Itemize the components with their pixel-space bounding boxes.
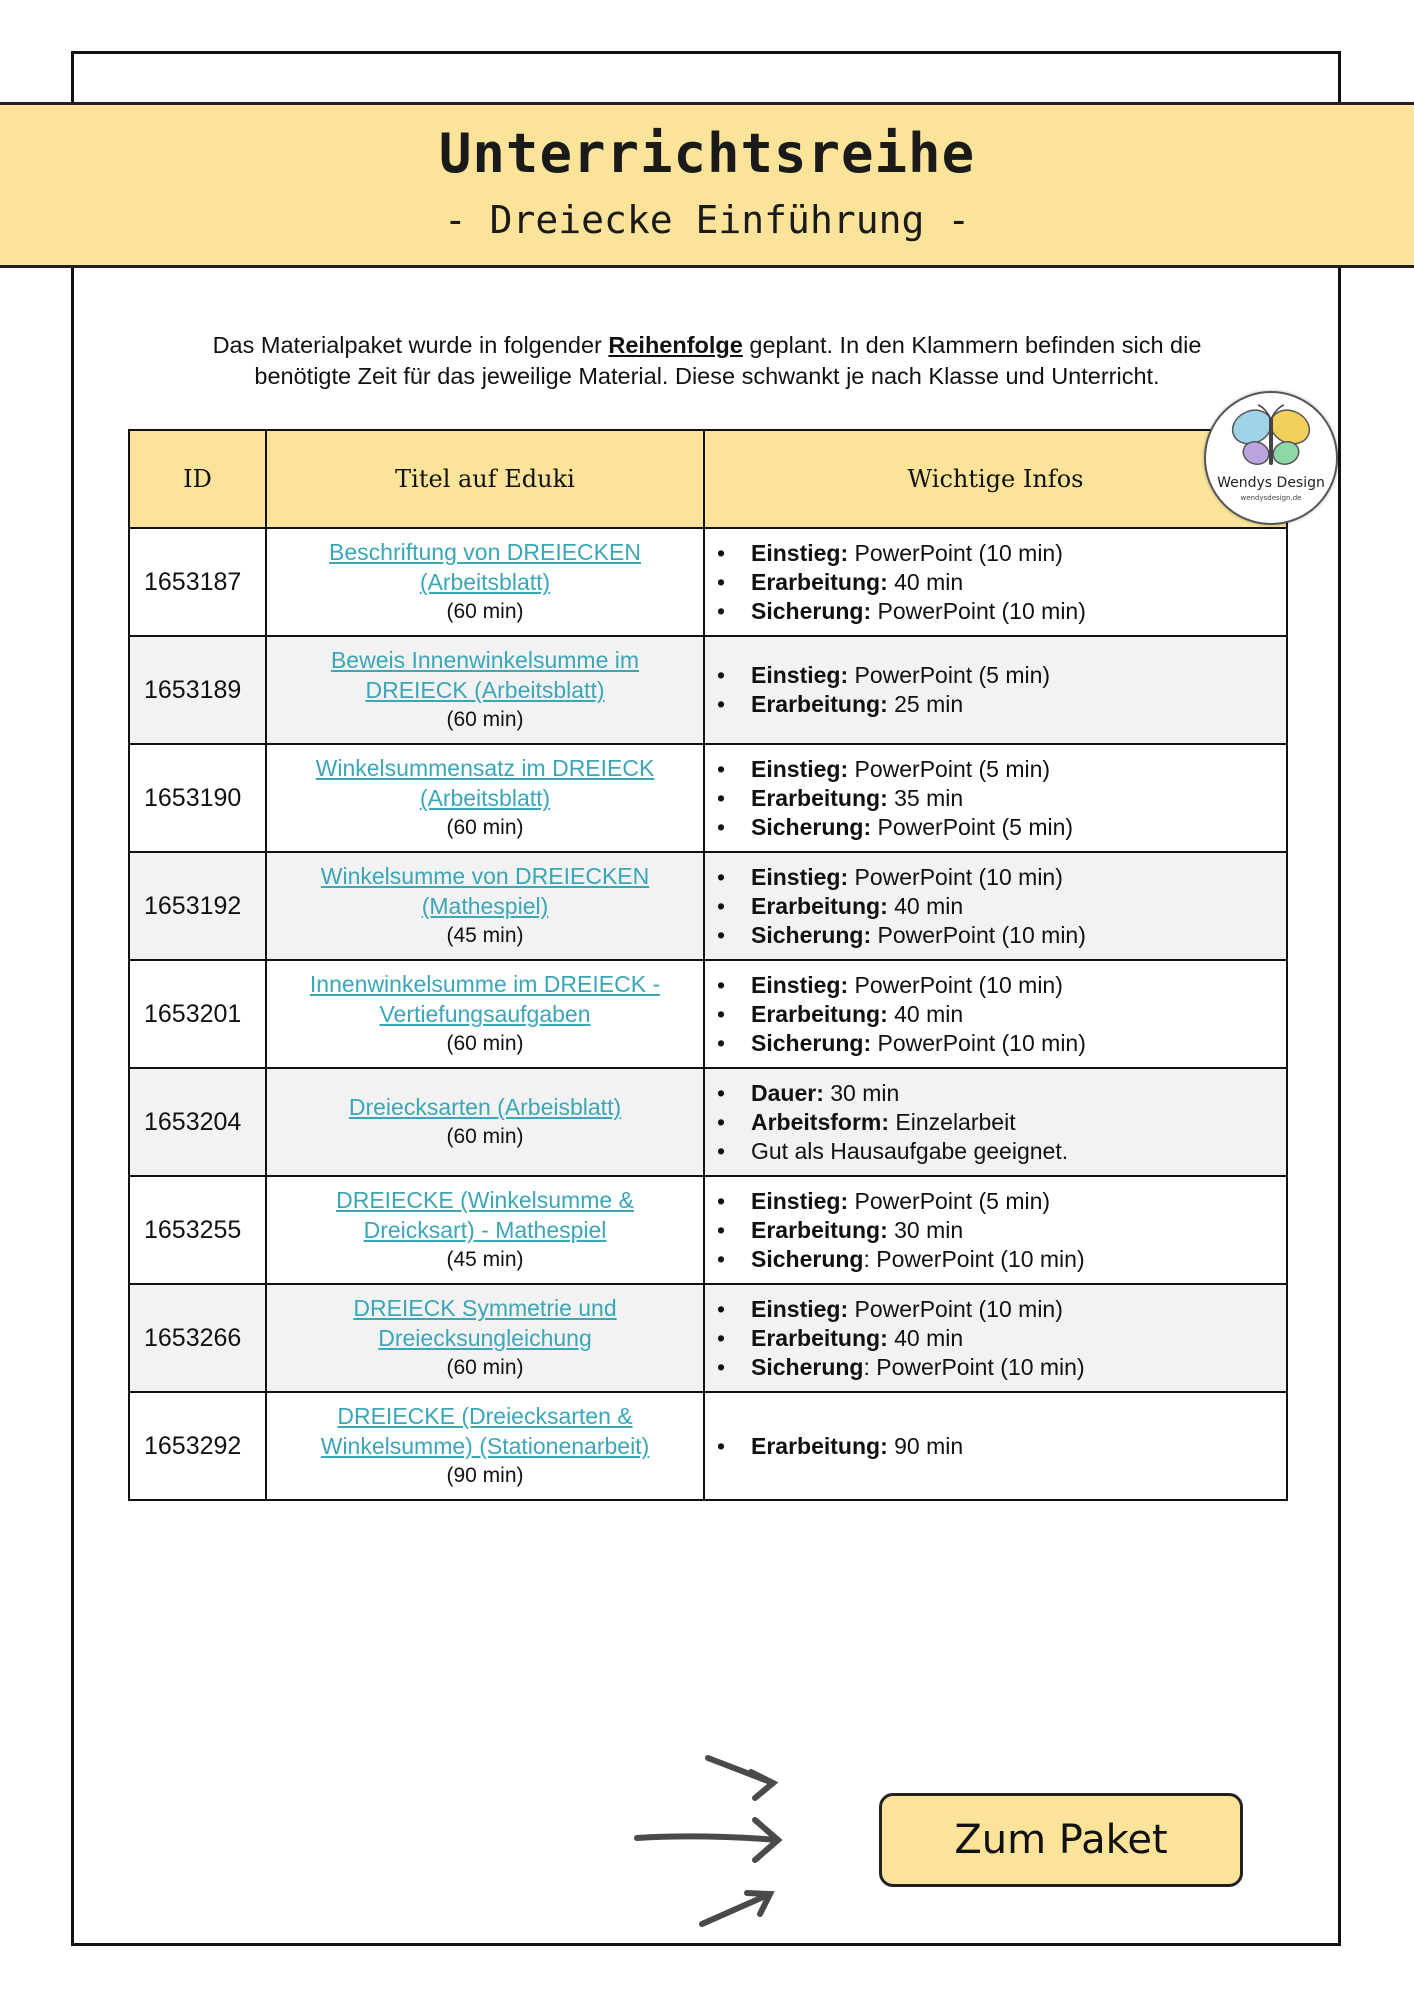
- info-item: [717, 1353, 1285, 1382]
- info-key: Erarbeitung:: [751, 1216, 888, 1243]
- infos-list: [717, 755, 1285, 842]
- material-link[interactable]: DREIECKE (Winkelsumme & Dreicksart) - Mathespiel: [336, 1187, 634, 1243]
- material-infos-cell: [704, 960, 1287, 1068]
- info-key: Erarbeitung:: [751, 1432, 888, 1459]
- info-item: [717, 813, 1285, 842]
- material-duration: (60 min): [446, 600, 524, 623]
- arrows-icon: [620, 1738, 800, 1938]
- table-row: [129, 1068, 1287, 1176]
- material-duration: (45 min): [446, 1248, 524, 1271]
- info-item: [717, 568, 1285, 597]
- material-link[interactable]: Beweis Innenwinkelsumme im DREIECK (Arbeitsblatt): [330, 647, 640, 703]
- material-id: 1653292: [129, 1392, 266, 1500]
- brand-logo: [1204, 391, 1338, 525]
- info-item: [717, 755, 1285, 784]
- info-key: Einstieg:: [751, 971, 849, 998]
- info-item: [717, 1187, 1285, 1216]
- info-key: Sicherung:: [751, 1029, 872, 1056]
- zum-paket-button[interactable]: Zum Paket: [879, 1793, 1243, 1887]
- material-table: [128, 429, 1288, 1501]
- material-id: 1653189: [129, 636, 266, 744]
- info-key: Erarbeitung:: [751, 1324, 888, 1351]
- info-value: PowerPoint (10 min): [871, 921, 1086, 948]
- info-key: Einstieg:: [751, 755, 849, 782]
- info-value: Gut als Hausaufgabe geeignet.: [751, 1137, 1069, 1164]
- info-key: Einstieg:: [751, 539, 849, 566]
- info-key: Erarbeitung:: [751, 1000, 888, 1027]
- info-key: Einstieg:: [751, 662, 849, 688]
- info-key: Einstieg:: [751, 1187, 849, 1214]
- material-link[interactable]: Winkelsummensatz im DREIECK (Arbeitsblatt): [315, 755, 655, 811]
- material-title-cell: [266, 852, 704, 960]
- info-item: [717, 690, 1285, 719]
- info-key: Erarbeitung:: [751, 691, 888, 717]
- material-infos-cell: [704, 528, 1287, 636]
- info-key: Sicherung:: [751, 597, 872, 624]
- info-value: Einzelarbeit: [889, 1108, 1016, 1135]
- infos-list: [717, 1295, 1285, 1382]
- infos-list: [717, 971, 1285, 1058]
- header-title: Titel auf Eduki: [266, 430, 704, 528]
- info-key: Erarbeitung:: [751, 892, 888, 919]
- material-link[interactable]: Dreiecksarten (Arbeisblatt): [348, 1094, 622, 1120]
- material-title-cell: [266, 960, 704, 1068]
- info-value: 40 min: [887, 892, 964, 919]
- material-infos-cell: [704, 1392, 1287, 1500]
- info-item: [717, 1000, 1285, 1029]
- info-value: 40 min: [887, 1000, 964, 1027]
- material-infos-cell: [704, 852, 1287, 960]
- material-infos-cell: [704, 636, 1287, 744]
- infos-list: [717, 539, 1285, 626]
- info-key: Sicherung:: [751, 813, 872, 840]
- info-key: Erarbeitung:: [751, 784, 888, 811]
- page-subtitle: - Dreiecke Einführung -: [443, 198, 971, 242]
- table-row: [129, 744, 1287, 852]
- info-item: [717, 1137, 1285, 1166]
- intro-emphasis: Reihenfolge: [608, 332, 743, 358]
- material-title-cell: [266, 528, 704, 636]
- info-item: [717, 1216, 1285, 1245]
- material-title-cell: [266, 636, 704, 744]
- infos-list: [717, 1432, 1285, 1461]
- table-row: [129, 1176, 1287, 1284]
- info-value: PowerPoint (10 min): [848, 971, 1063, 998]
- info-key: Sicherung:: [751, 921, 872, 948]
- info-value: PowerPoint (5 min): [848, 1187, 1051, 1214]
- material-link[interactable]: Beschriftung von DREIECKEN (Arbeitsblatt): [329, 539, 641, 595]
- material-id: 1653192: [129, 852, 266, 960]
- intro-text: [190, 330, 1224, 392]
- info-item: [717, 1432, 1285, 1461]
- info-value: 35 min: [887, 784, 964, 811]
- info-value: 40 min: [887, 568, 964, 595]
- intro-before: Das Materialpaket wurde in folgender: [212, 332, 609, 358]
- info-key: Sicherung: [751, 1353, 864, 1380]
- header-infos: Wichtige Infos: [704, 430, 1287, 528]
- info-value: : PowerPoint (10 min): [863, 1353, 1085, 1380]
- butterfly-icon: [1206, 401, 1336, 481]
- info-value: 25 min: [887, 691, 964, 717]
- table-row: [129, 1284, 1287, 1392]
- info-item: [717, 539, 1285, 568]
- info-value: PowerPoint (10 min): [871, 597, 1086, 624]
- info-item: [717, 597, 1285, 626]
- info-value: PowerPoint (5 min): [848, 662, 1051, 688]
- material-id: 1653204: [129, 1068, 266, 1176]
- material-title-cell: [266, 744, 704, 852]
- material-duration: (90 min): [446, 1464, 524, 1487]
- material-link[interactable]: Innenwinkelsumme im DREIECK - Vertiefungsaufgaben: [309, 971, 661, 1027]
- info-value: : PowerPoint (10 min): [863, 1245, 1085, 1272]
- material-id: 1653255: [129, 1176, 266, 1284]
- table-row: [129, 636, 1287, 744]
- material-id: 1653201: [129, 960, 266, 1068]
- material-duration: (60 min): [446, 1032, 524, 1055]
- table-row: [129, 852, 1287, 960]
- material-infos-cell: [704, 1284, 1287, 1392]
- material-id: 1653266: [129, 1284, 266, 1392]
- material-link[interactable]: DREIECKE (Dreiecksarten & Winkelsumme) (Stationenarbeit): [320, 1403, 650, 1459]
- material-infos-cell: [704, 744, 1287, 852]
- info-item: [717, 1108, 1285, 1137]
- material-title-cell: [266, 1392, 704, 1500]
- info-key: Einstieg:: [751, 1295, 849, 1322]
- info-key: Dauer:: [751, 1079, 824, 1106]
- material-duration: (45 min): [446, 924, 524, 947]
- material-infos-cell: [704, 1176, 1287, 1284]
- table-header-row: [129, 430, 1287, 528]
- table-row: [129, 1392, 1287, 1500]
- infos-list: [717, 661, 1285, 719]
- material-title-cell: [266, 1068, 704, 1176]
- material-id: 1653187: [129, 528, 266, 636]
- logo-url: wendysdesign.de: [1240, 494, 1302, 502]
- info-value: 90 min: [887, 1432, 964, 1459]
- info-key: Einstieg:: [751, 863, 849, 890]
- material-duration: (60 min): [446, 1356, 524, 1379]
- infos-list: [717, 1187, 1285, 1274]
- info-item: [717, 971, 1285, 1000]
- material-duration: (60 min): [446, 816, 524, 839]
- material-duration: (60 min): [446, 708, 524, 731]
- table-row: [129, 528, 1287, 636]
- material-link[interactable]: Winkelsumme von DREIECKEN (Mathespiel): [320, 863, 650, 919]
- material-title-cell: [266, 1176, 704, 1284]
- material-link[interactable]: DREIECK Symmetrie und Dreiecksungleichung: [353, 1295, 617, 1351]
- info-item: [717, 921, 1285, 950]
- material-title-cell: [266, 1284, 704, 1392]
- info-item: [717, 1079, 1285, 1108]
- info-item: [717, 1295, 1285, 1324]
- info-value: PowerPoint (10 min): [848, 539, 1063, 566]
- info-value: PowerPoint (10 min): [848, 1295, 1063, 1322]
- info-value: 40 min: [887, 1324, 964, 1351]
- material-id: 1653190: [129, 744, 266, 852]
- material-infos-cell: [704, 1068, 1287, 1176]
- info-value: PowerPoint (5 min): [871, 813, 1074, 840]
- header-id: ID: [129, 430, 266, 528]
- info-value: 30 min: [823, 1079, 900, 1106]
- info-item: [717, 784, 1285, 813]
- info-item: [717, 1324, 1285, 1353]
- info-key: Erarbeitung:: [751, 568, 888, 595]
- page-title: Unterrichtsreihe: [438, 122, 976, 185]
- info-value: PowerPoint (10 min): [871, 1029, 1086, 1056]
- info-key: Sicherung: [751, 1245, 864, 1272]
- infos-list: [717, 1079, 1285, 1166]
- info-value: PowerPoint (10 min): [848, 863, 1063, 890]
- intro-after: geplant. In den Klammern befinden sich die benötigte Zeit für das jeweilige Material. Diese schwankt je nach Klasse und Unterricht.: [254, 332, 1202, 389]
- info-value: 30 min: [887, 1216, 964, 1243]
- logo-name: Wendys Design: [1217, 475, 1325, 491]
- info-item: [717, 1029, 1285, 1058]
- info-item: [717, 1245, 1285, 1274]
- info-item: [717, 661, 1285, 690]
- info-item: [717, 892, 1285, 921]
- info-item: [717, 863, 1285, 892]
- info-value: PowerPoint (5 min): [848, 755, 1051, 782]
- info-key: Arbeitsform:: [751, 1108, 890, 1135]
- material-duration: (60 min): [446, 1125, 524, 1148]
- infos-list: [717, 863, 1285, 950]
- table-row: [129, 960, 1287, 1068]
